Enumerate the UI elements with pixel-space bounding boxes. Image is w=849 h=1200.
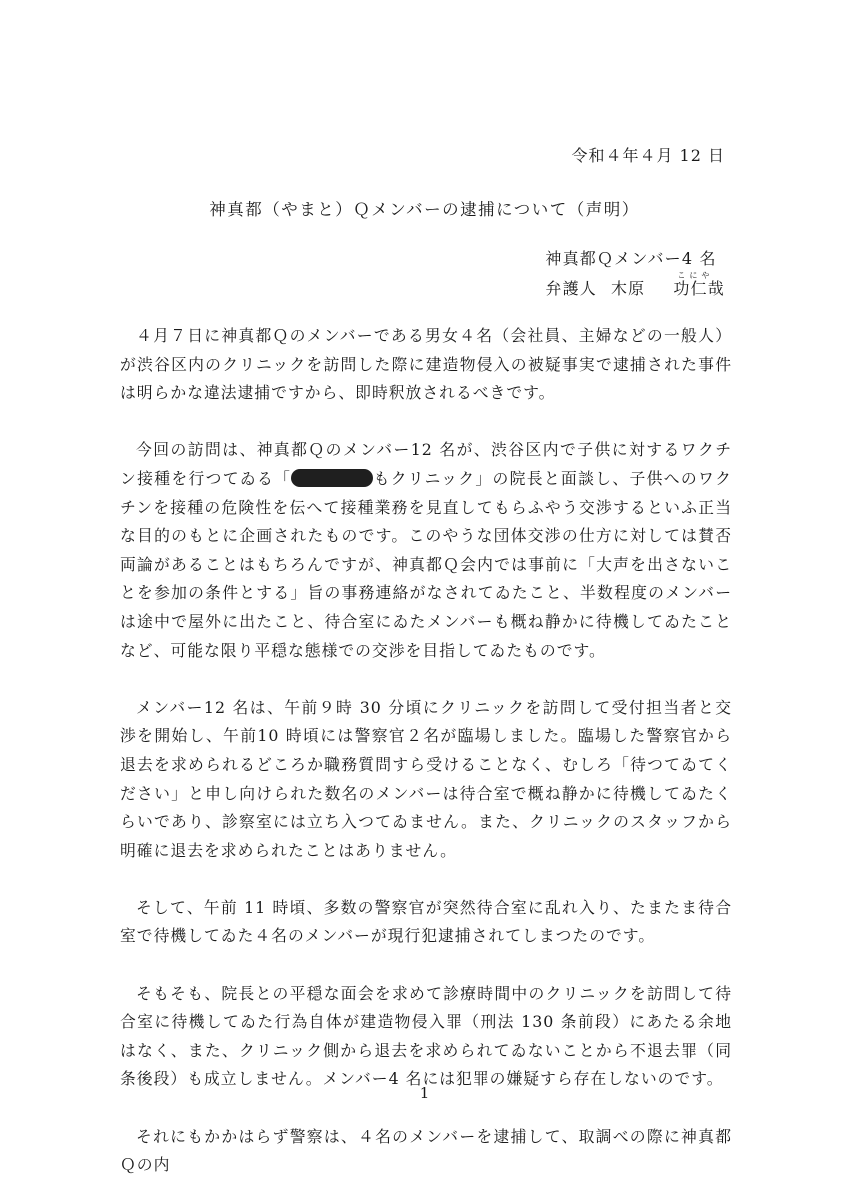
paragraph-1: ４月７日に神真都Ｑのメンバーである男女４名（会社員、主婦などの一般人）が渋谷区内のクリニックを訪問した際に建造物侵入の被疑事実で逮捕された事件は明らかな違法逮捕ですから、即時釈放されるべきです。 — [120, 326, 732, 403]
author-lawyer — [545, 271, 725, 304]
author-group: 神真都Ｑメンバー4 名 — [545, 249, 717, 268]
author-block — [545, 244, 725, 304]
paragraph-5: そもそも、院長との平穏な面会を求めて診療時間中のクリニックを訪問して待合室に待機してゐた行為自体が建造物侵入罪（刑法 130 条前段）にあたる余地はなく、また、クリニック側から退去を求められてゐないことから不退去罪（同条後段）も成立しません。メンバー4 名には犯罪の嫌疑すら存在しないのです。 — [120, 983, 732, 1089]
paragraph-2 — [120, 436, 732, 665]
paragraph-4: そして、午前 11 時頃、多数の警察官が突然待合室に乱れ入り、たまたま待合室で待機してゐた４名のメンバーが現行犯逮捕されてしまつたのです。 — [120, 897, 732, 946]
paragraph-6: それにもかかはらず警察は、４名のメンバーを逮捕して、取調べの際に神真都Ｑの内 — [120, 1126, 732, 1175]
page-number: 1 — [419, 1084, 430, 1102]
document-date: 令和４年４月 12 日 — [571, 146, 725, 165]
paragraph-2-before: 今回の訪問は、神真都Ｑのメンバー12 名が、渋谷区内で子供に対するワクチン接種を行つてゐる「 — [120, 440, 732, 488]
paragraph-2-after: もクリニック」の院長と面談し、子供へのワクチンを接種の危険性を伝へて接種業務を見直してもらふやう交渉するといふ正当な目的のもとに企画されたものです。このやうな団体交渉の仕方に対しては賛否両論があることはもちろんですが、神真都Ｑ会内では事前に「大声を出さないことを参加の条件とする」旨の事務連絡がなされてゐたこと、半数程度のメンバーは途中で屋外に出たこと、待合室にゐたメンバーも概ね静かに待機してゐたことなど、可能な限り平穏な態様での交渉を目指してゐたものです。 — [120, 468, 732, 660]
lawyer-given-name: 功仁哉 — [673, 279, 725, 298]
lawyer-given-name-ruby: こにや — [677, 271, 714, 280]
lawyer-given-name-wrap — [673, 271, 725, 304]
paragraph-3: メンバー12 名は、午前９時 30 分頃にクリニックを訪問して受付担当者と交渉を開始し、午前10 時頃には警察官２名が臨場しました。臨場した警察官から退去を求められるどころか職務質問すら受けることなく、むしろ「待つてゐてください」と申し向けられた数名のメンバーは待合室で概ね静かに待機してゐたくらいであり、診察室には立ち入つてゐません。また、クリニックのスタッフから明確に退去を求められたことはありません。 — [120, 697, 732, 860]
lawyer-family-name: 木原 — [610, 279, 646, 298]
lawyer-role: 弁護人 — [545, 279, 597, 298]
statement-body — [120, 322, 732, 1180]
document-title: 神真都（やまと）Ｑメンバーの逮捕について（声明） — [209, 200, 640, 219]
redaction-mark — [291, 469, 373, 487]
